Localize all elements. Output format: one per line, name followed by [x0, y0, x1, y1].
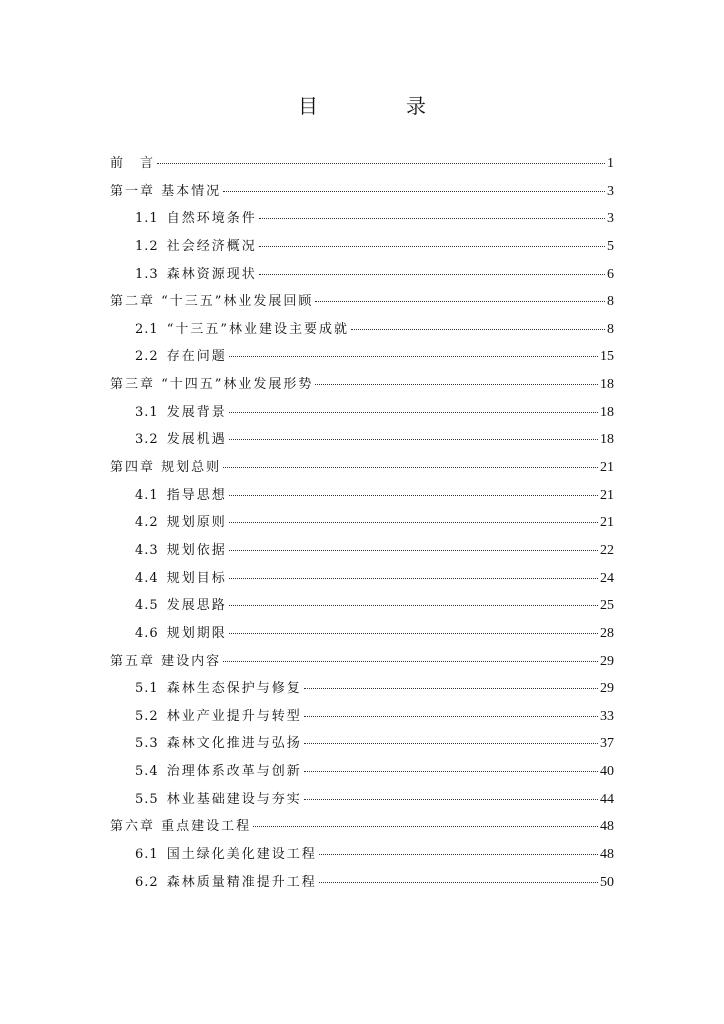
toc-chapter-entry[interactable]	[110, 178, 614, 206]
toc-page-number: 22	[600, 542, 614, 558]
toc-entry-number: 5.5	[135, 791, 159, 807]
toc-entry-title: 规划目标	[166, 570, 227, 586]
toc-entry-title: 森林生态保护与修复	[166, 681, 302, 697]
toc-entry-title: 治理体系改革与创新	[166, 764, 302, 780]
toc-entry-title: 指导思想	[166, 487, 227, 503]
toc-dot-leader	[304, 688, 598, 689]
toc-entry-number: 6.2	[135, 874, 159, 890]
toc-entry-title: 前 言	[110, 156, 156, 171]
toc-page-number: 29	[600, 681, 614, 697]
toc-section-entry[interactable]	[110, 565, 614, 593]
toc-page-number: 5	[607, 238, 614, 254]
toc-section-entry[interactable]	[110, 205, 614, 233]
toc-page-number: 37	[600, 736, 614, 752]
toc-dot-leader	[229, 439, 598, 440]
toc-dot-leader	[229, 412, 598, 413]
toc-entry-number: 1.3	[135, 266, 159, 282]
toc-dot-leader	[319, 882, 598, 883]
toc-title: 目 录	[298, 94, 460, 118]
toc-entry-title: 规划依据	[166, 542, 227, 558]
toc-entry-title: 森林资源现状	[166, 266, 257, 282]
toc-entry-number: 4.6	[135, 625, 159, 641]
toc-entry-number: 3.1	[135, 404, 159, 420]
toc-page-number: 8	[607, 321, 614, 337]
toc-entry-title: 林业产业提升与转型	[166, 708, 302, 724]
toc-dot-leader	[351, 329, 605, 330]
toc-list	[110, 150, 614, 896]
toc-entry-number: 4.1	[135, 487, 159, 503]
toc-dot-leader	[223, 191, 605, 192]
toc-page-number: 15	[600, 349, 614, 365]
toc-page-number: 33	[600, 708, 614, 724]
toc-entry-title: 森林文化推进与弘扬	[166, 736, 302, 752]
toc-page-number: 24	[600, 570, 614, 586]
toc-entry-number: 5.1	[135, 681, 159, 697]
toc-page-number: 21	[600, 460, 614, 476]
toc-entry-title: 第六章 重点建设工程	[110, 819, 252, 835]
toc-entry-title: 国土绿化美化建设工程	[166, 847, 317, 863]
toc-entry-title: 发展机遇	[166, 432, 227, 448]
toc-page-number: 48	[600, 819, 614, 835]
toc-page-number: 6	[607, 266, 614, 282]
toc-entry-number: 4.5	[135, 598, 159, 614]
toc-entry-title: 第四章 规划总则	[110, 460, 222, 476]
toc-dot-leader	[229, 356, 598, 357]
toc-entry-title: 发展背景	[166, 404, 227, 420]
toc-dot-leader	[253, 826, 598, 827]
toc-section-entry[interactable]	[110, 233, 614, 261]
toc-section-entry[interactable]	[110, 316, 614, 344]
toc-dot-leader	[229, 578, 598, 579]
toc-chapter-entry[interactable]	[110, 454, 614, 482]
toc-section-entry[interactable]	[110, 758, 614, 786]
toc-section-entry[interactable]	[110, 399, 614, 427]
toc-chapter-entry[interactable]	[110, 371, 614, 399]
toc-entry-number: 4.4	[135, 570, 159, 586]
toc-entry-number: 5.2	[135, 708, 159, 724]
toc-dot-leader	[157, 163, 605, 164]
toc-dot-leader	[259, 274, 605, 275]
toc-section-entry[interactable]	[110, 537, 614, 565]
toc-entry-number: 2.1	[135, 321, 159, 337]
toc-entry-number: 5.4	[135, 764, 159, 780]
toc-section-entry[interactable]	[110, 620, 614, 648]
toc-section-entry[interactable]	[110, 592, 614, 620]
toc-dot-leader	[229, 633, 598, 634]
toc-page-number: 8	[607, 294, 614, 310]
toc-page-number: 21	[600, 515, 614, 531]
toc-page-number: 44	[600, 791, 614, 807]
toc-dot-leader	[229, 550, 598, 551]
toc-dot-leader	[304, 799, 598, 800]
toc-dot-leader	[304, 771, 598, 772]
toc-entry-number: 6.1	[135, 847, 159, 863]
toc-entry-title: 第二章 “十三五”林业发展回顾	[110, 294, 314, 310]
toc-entry-title: 林业基础建设与夯实	[166, 791, 302, 807]
toc-chapter-entry[interactable]	[110, 150, 614, 178]
toc-entry-number: 1.2	[135, 238, 159, 254]
toc-page-number: 18	[600, 432, 614, 448]
toc-page-number: 40	[600, 764, 614, 780]
toc-page-number: 1	[607, 156, 614, 171]
toc-page-number: 18	[600, 404, 614, 420]
toc-entry-number: 1.1	[135, 211, 159, 227]
toc-page-number: 48	[600, 847, 614, 863]
toc-entry-title: 发展思路	[166, 598, 227, 614]
toc-section-entry[interactable]	[110, 703, 614, 731]
toc-entry-title: 社会经济概况	[166, 238, 257, 254]
toc-dot-leader	[304, 716, 598, 717]
toc-section-entry[interactable]	[110, 841, 614, 869]
toc-entry-title: 规划期限	[166, 625, 227, 641]
toc-entry-title: 第三章 “十四五”林业发展形势	[110, 377, 314, 393]
toc-dot-leader	[259, 246, 605, 247]
toc-entry-number: 4.2	[135, 515, 159, 531]
toc-entry-title: 自然环境条件	[166, 211, 257, 227]
toc-entry-title: 存在问题	[166, 349, 227, 365]
toc-page-number: 28	[600, 625, 614, 641]
toc-chapter-entry[interactable]	[110, 813, 614, 841]
toc-entry-title: “十三五”林业建设主要成就	[166, 321, 349, 337]
toc-page-number: 18	[600, 377, 614, 393]
toc-section-entry[interactable]	[110, 426, 614, 454]
toc-entry-number: 4.3	[135, 542, 159, 558]
toc-section-entry[interactable]	[110, 730, 614, 758]
toc-section-entry[interactable]	[110, 869, 614, 897]
toc-dot-leader	[259, 218, 605, 219]
toc-section-entry[interactable]	[110, 786, 614, 814]
toc-entry-title: 第一章 基本情况	[110, 183, 222, 199]
toc-entry-number: 2.2	[135, 349, 159, 365]
toc-dot-leader	[319, 854, 598, 855]
toc-page-number: 21	[600, 487, 614, 503]
toc-chapter-entry[interactable]	[110, 288, 614, 316]
toc-dot-leader	[223, 467, 598, 468]
toc-page-number: 3	[607, 183, 614, 199]
toc-section-entry[interactable]	[110, 509, 614, 537]
toc-dot-leader	[229, 605, 598, 606]
toc-section-entry[interactable]	[110, 675, 614, 703]
toc-section-entry[interactable]	[110, 261, 614, 289]
toc-section-entry[interactable]	[110, 482, 614, 510]
toc-page-number: 50	[600, 874, 614, 890]
toc-dot-leader	[304, 743, 598, 744]
toc-page-number: 25	[600, 598, 614, 614]
toc-page-number: 29	[600, 653, 614, 669]
toc-entry-title: 森林质量精准提升工程	[166, 874, 317, 890]
toc-entry-title: 规划原则	[166, 515, 227, 531]
toc-dot-leader	[229, 522, 598, 523]
toc-chapter-entry[interactable]	[110, 648, 614, 676]
toc-dot-leader	[229, 495, 598, 496]
toc-section-entry[interactable]	[110, 343, 614, 371]
toc-entry-title: 第五章 建设内容	[110, 653, 222, 669]
toc-entry-number: 5.3	[135, 736, 159, 752]
toc-dot-leader	[315, 301, 605, 302]
toc-dot-leader	[315, 384, 598, 385]
toc-page-number: 3	[607, 211, 614, 227]
toc-entry-number: 3.2	[135, 432, 159, 448]
toc-dot-leader	[223, 661, 598, 662]
